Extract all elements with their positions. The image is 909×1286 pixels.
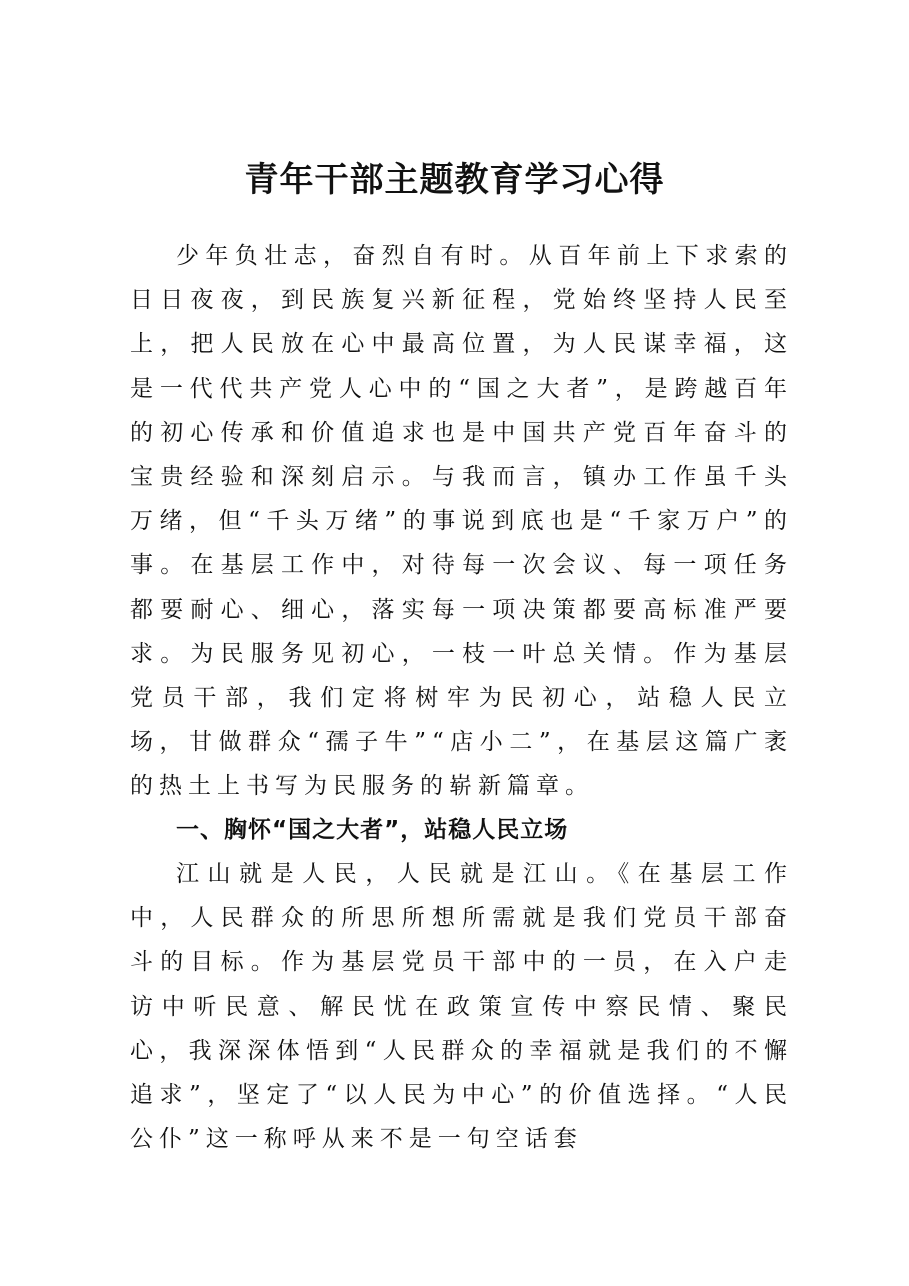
intro-paragraph: 少年负壮志，奋烈自有时。从百年前上下求索的日日夜夜，到民族复兴新征程，党始终坚持人民至上，把人民放在心中最高位置，为人民谋幸福，这是一代代共产党人心中的“国之大者”，是跨越百年的初心传承和价值追求也是中国共产党百年奋斗的宝贵经验和深刻启示。与我而言，镇办工作虽千头万绪，但“千头万绪”的事说到底也是“千家万户”的事。在基层工作中，对待每一次会议、每一项任务都要耐心、细心，落实每一项决策都要高标准严要求。为民服务见初心，一枝一叶总关情。作为基层党员干部，我们定将树牢为民初心，站稳人民立场，甘做群众“孺子牛”“店小二”，在基层这篇广袤的热土上书写为民服务的崭新篇章。: [130, 243, 793, 800]
section-paragraph: 江山就是人民，人民就是江山。《在基层工作中，人民群众的所思所想所需就是我们党员干部奋斗的目标。作为基层党员干部中的一员，在入户走访中听民意、解民忧在政策宣传中察民情、聚民心，我深深体悟到“人民群众的幸福就是我们的不懈追求”，坚定了“以人民为中心”的价值选择。“人民公仆”这一称呼从来不是一句空话套: [130, 861, 793, 1153]
document-title: 青年干部主题教育学习心得: [244, 160, 665, 200]
section-heading: 一、胸怀“国之大者”，站稳人民立场: [176, 817, 569, 843]
